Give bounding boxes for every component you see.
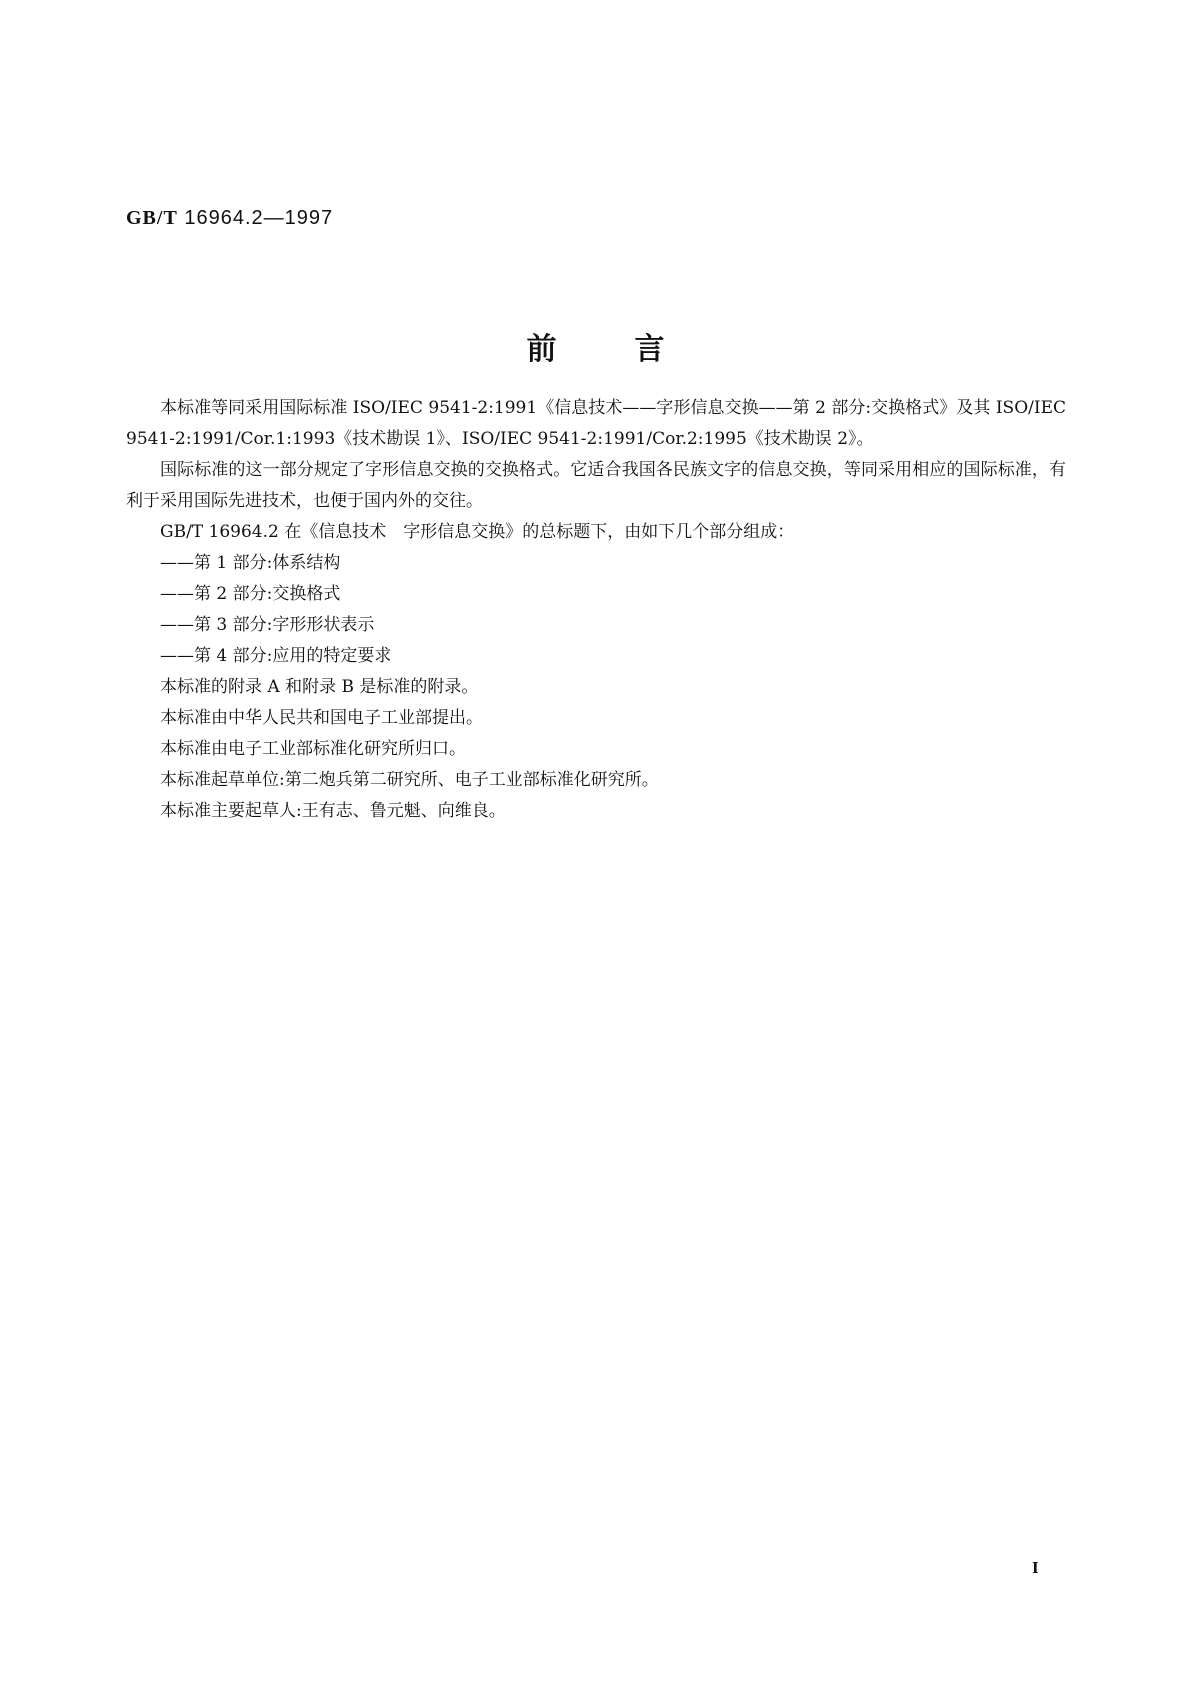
paragraph-scope: 国际标准的这一部分规定了字形信息交换的交换格式。它适合我国各民族文字的信息交换，等同采用相应的国际标准，有利于采用国际先进技术，也便于国内外的交往。	[126, 460, 1066, 511]
page-title: 前言	[526, 332, 743, 367]
paragraph-proposer: 本标准由中华人民共和国电子工业部提出。	[160, 708, 483, 728]
paragraph-appendix: 本标准的附录 A 和附录 B 是标准的附录。	[160, 677, 479, 697]
paragraph-composition: GB/T 16964.2 在《信息技术 字形信息交换》的总标题下，由如下几个部分组成：	[160, 522, 795, 542]
list-item-part-2: ——第 2 部分:交换格式	[160, 584, 341, 604]
page-number: I	[1032, 1558, 1039, 1577]
paragraph-drafters: 本标准主要起草人:王有志、鲁元魁、向维良。	[160, 801, 506, 821]
standard-code: 16964.2—1997	[177, 207, 334, 229]
paragraph-drafting-units: 本标准起草单位:第二炮兵第二研究所、电子工业部标准化研究所。	[160, 770, 659, 790]
document-header	[126, 207, 333, 230]
paragraph-adoption: 本标准等同采用国际标准 ISO/IEC 9541-2:1991《信息技术——字形信息交换——第 2 部分:交换格式》及其 ISO/IEC 9541-2:1991/Cor.1:1993《技术勘误 1》、ISO/IEC 9541-2:1991/Cor.2:1995《技术勘误 2》。	[126, 398, 1066, 449]
paragraph-custodian: 本标准由电子工业部标准化研究所归口。	[160, 739, 466, 759]
standard-prefix: GB/T	[126, 207, 178, 229]
list-item-part-4: ——第 4 部分:应用的特定要求	[160, 646, 392, 666]
foreword-body	[126, 393, 1066, 827]
list-item-part-3: ——第 3 部分:字形形状表示	[160, 615, 375, 635]
list-item-part-1: ——第 1 部分:体系结构	[160, 553, 341, 573]
